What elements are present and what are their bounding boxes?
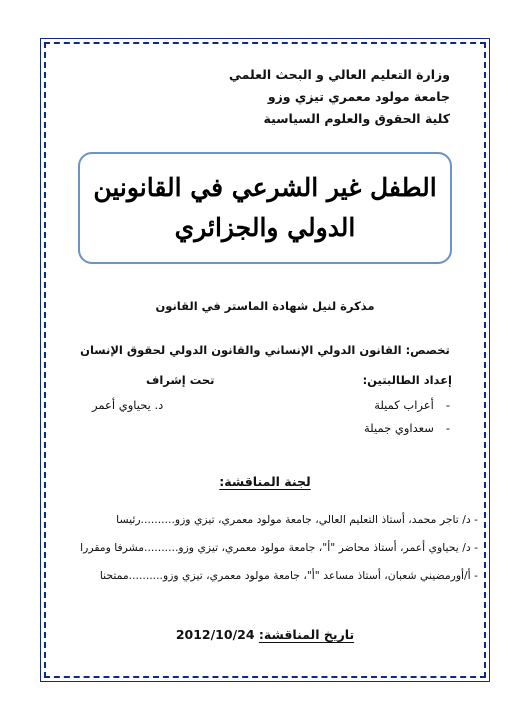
jury-member-row: - أ/أورمضيني شعبان، أستاذ مساعد "أ"، جامعة مولود معمري، تيزي وزو..........ممتحنا: [99, 569, 478, 582]
jury-title: لجنة المناقشة:: [219, 474, 311, 489]
page-border-inner: [44, 42, 486, 678]
faculty-name: كلية الحقوق والعلوم السياسية: [263, 111, 450, 126]
dash-marker: -: [445, 398, 450, 412]
jury-member-row: - د/ يحياوي أعمر، أستاذ محاضر "أ"، جامعة مولود معمري، تيزي وزو..........مشرفا ومقررا: [80, 541, 478, 554]
ministry-name: وزارة التعليم العالي و البحث العلمي: [228, 67, 450, 82]
thesis-title-line2: الدولي والجزائري: [174, 213, 356, 242]
student-item: [374, 398, 450, 412]
students-label: إعداد الطالبتين:: [362, 373, 452, 387]
institution-header: [229, 64, 450, 130]
dash-marker: -: [445, 421, 450, 435]
supervisor-label: تحت إشراف: [146, 373, 215, 387]
defense-date-value: 2012/10/24: [175, 627, 255, 642]
university-name: جامعة مولود معمري تيزي وزو: [267, 89, 450, 104]
defense-date-label: تاريخ المناقشة:: [258, 627, 355, 642]
specialization: تخصص: القانون الدولي الإنساني والقانون الدولي لحقوق الإنسان: [80, 343, 450, 357]
thesis-title-box: [78, 152, 452, 264]
student-item: [364, 421, 450, 435]
supervisor-name: د. يحياوي أعمر: [92, 398, 164, 412]
student-name: أعراب كميلة: [374, 398, 434, 412]
degree-subtitle: مذكرة لنيل شهادة الماستر في القانون: [155, 299, 375, 313]
defense-date: [0, 627, 530, 642]
jury-member-row: - د/ تاجر محمد، أستاذ التعليم العالي، جامعة مولود معمري، تيزي وزو..........رئيسا: [116, 513, 478, 526]
student-name: سعداوي جميلة: [364, 421, 434, 435]
thesis-title-line1: الطفل غير الشرعي في القانونين: [93, 173, 437, 202]
